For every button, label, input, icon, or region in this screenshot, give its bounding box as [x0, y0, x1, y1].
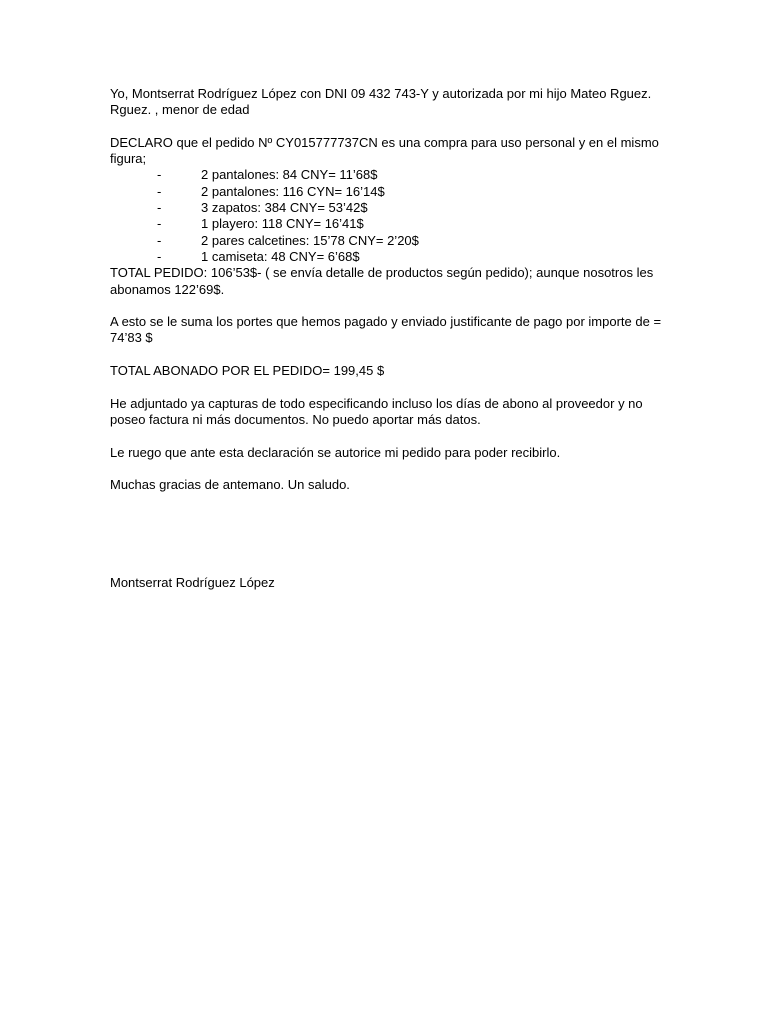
list-item-text: 1 camiseta: 48 CNY= 6’68$ — [201, 248, 360, 264]
list-item — [110, 167, 670, 183]
spacer — [110, 461, 670, 477]
document-body — [110, 86, 670, 591]
dash-bullet: - — [157, 200, 162, 216]
list-item — [110, 216, 670, 232]
dash-bullet: - — [157, 232, 162, 248]
order-items-list — [110, 167, 670, 265]
list-item-text: 2 pantalones: 116 CYN= 16’14$ — [201, 183, 385, 199]
list-item — [110, 200, 670, 216]
capturas-paragraph: He adjuntado ya capturas de todo especificando incluso los días de abono al proveedor y no poseo factura ni más documentos. No puedo aportar más datos. — [110, 395, 643, 427]
spacer — [110, 379, 670, 395]
ruego-paragraph: Le ruego que ante esta declaración se autorice mi pedido para poder recibirlo. — [110, 444, 561, 460]
list-item-text: 1 playero: 118 CNY= 16’41$ — [201, 216, 364, 232]
list-item — [110, 249, 670, 265]
list-item-text: 2 pares calcetines: 15’78 CNY= 2’20$ — [201, 232, 419, 248]
intro-paragraph: Yo, Montserrat Rodríguez López con DNI 09 432 743-Y y autorizada por mi hijo Mateo Rguez. Rguez. , menor de edad — [110, 86, 652, 118]
closing-paragraph: Muchas gracias de antemano. Un saludo. — [110, 477, 350, 493]
dash-bullet: - — [157, 248, 162, 264]
spacer — [110, 493, 670, 575]
spacer — [110, 298, 670, 314]
spacer — [110, 119, 670, 135]
list-item — [110, 184, 670, 200]
list-item-text: 2 pantalones: 84 CNY= 11’68$ — [201, 167, 378, 183]
portes-paragraph: A esto se le suma los portes que hemos pagado y enviado justificante de pago por importe de = 74’83 $ — [110, 314, 662, 346]
signature-name: Montserrat Rodríguez López — [110, 574, 275, 590]
spacer — [110, 428, 670, 444]
dash-bullet: - — [157, 183, 162, 199]
spacer — [110, 347, 670, 363]
total-pedido-paragraph: TOTAL PEDIDO: 106’53$- ( se envía detalle de productos según pedido); aunque nosotros les abonamos 122’69$. — [110, 265, 654, 297]
declaration-paragraph: DECLARO que el pedido Nº CY015777737CN es una compra para uso personal y en el mismo figura; — [110, 134, 659, 167]
total-abonado-paragraph: TOTAL ABONADO POR EL PEDIDO= 199,45 $ — [110, 363, 385, 379]
dash-bullet: - — [157, 167, 162, 183]
list-item-text: 3 zapatos: 384 CNY= 53’42$ — [201, 200, 368, 216]
dash-bullet: - — [157, 216, 162, 232]
list-item — [110, 233, 670, 249]
